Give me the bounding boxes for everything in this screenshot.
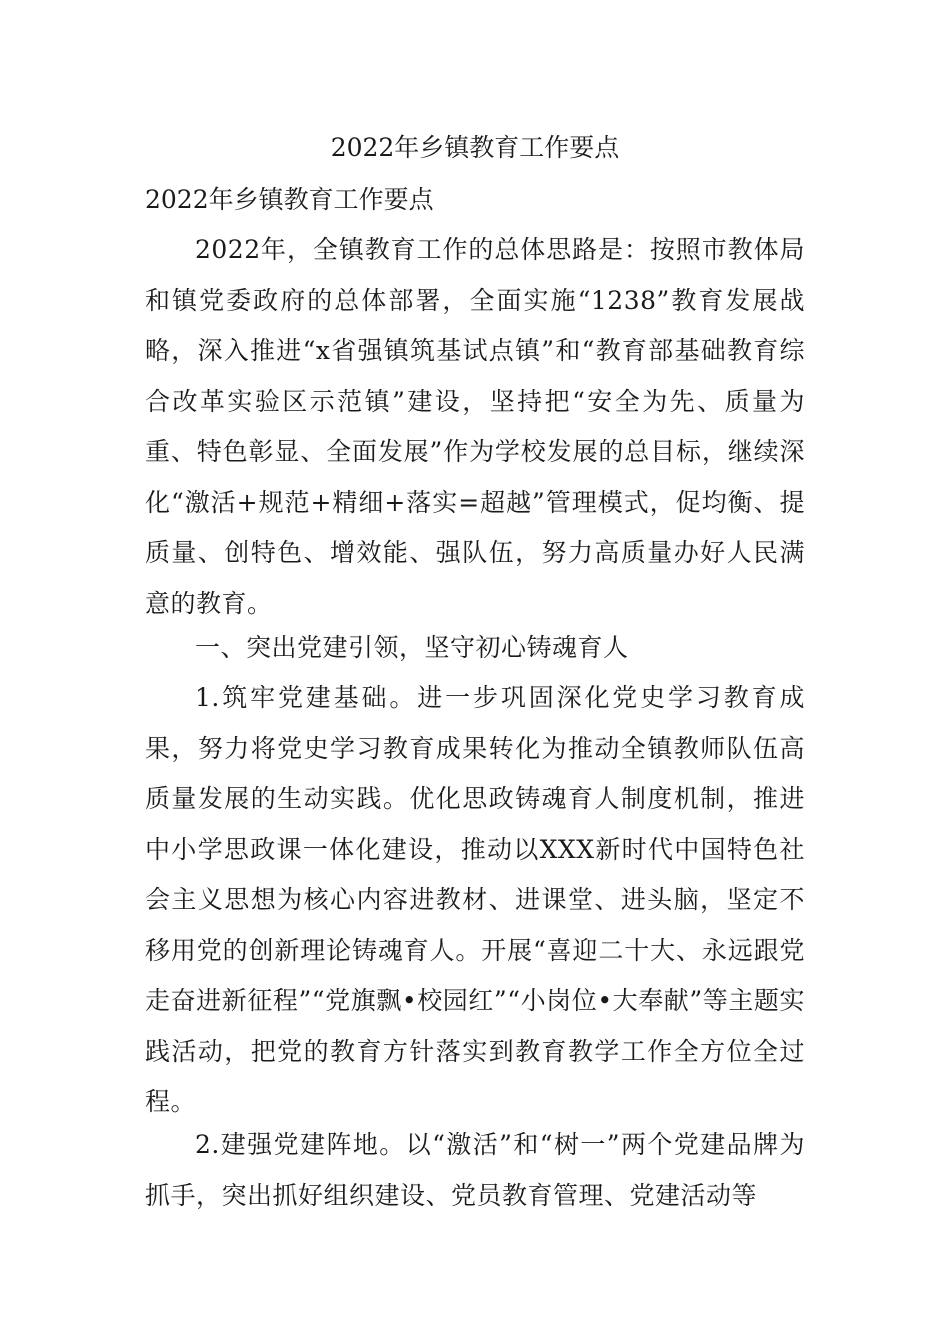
document-subtitle: 2022年乡镇教育工作要点 [145, 185, 434, 214]
paragraph-party-foundation: 1.筑牢党建基础。进一步巩固深化党史学习教育成果，努力将党史学习教育成果转化为推动全镇教师队伍高质量发展的生动实践。优化思政铸魂育人制度机制，推进中小学思政课一体化建设，推动以XXX新时代中国特色社会主义思想为核心内容进教材、进课堂、进头脑，坚定不移用党的创新理论铸魂育人。开展“喜迎二十大、永远跟党走奋进新征程”“党旗飘•校园红”“小岗位•大奉献”等主题实践活动，把党的教育方针落实到教育教学工作全方位全过程。 [145, 683, 805, 1116]
section-heading-1: 一、突出党建引领，坚守初心铸魂育人 [195, 633, 629, 662]
document-title: 2022年乡镇教育工作要点 [330, 133, 620, 162]
paragraph-party-front: 2.建强党建阵地。以“激活”和“树一”两个党建品牌为抓手，突出抓好组织建设、党员教育管理、党建活动等 [145, 1130, 805, 1210]
paragraph-overview: 2022年，全镇教育工作的总体思路是：按照市教体局和镇党委政府的总体部署，全面实施“1238”教育发展战略，深入推进“x省强镇筑基试点镇”和“教育部基础教育综合改革实验区示范镇”建设，坚持把“安全为先、质量为重、特色彰显、全面发展”作为学校发展的总目标，继续深化“激活+规范+精细+落实=超越”管理模式，促均衡、提质量、创特色、增效能、强队伍，努力高质量办好人民满意的教育。 [145, 235, 805, 618]
